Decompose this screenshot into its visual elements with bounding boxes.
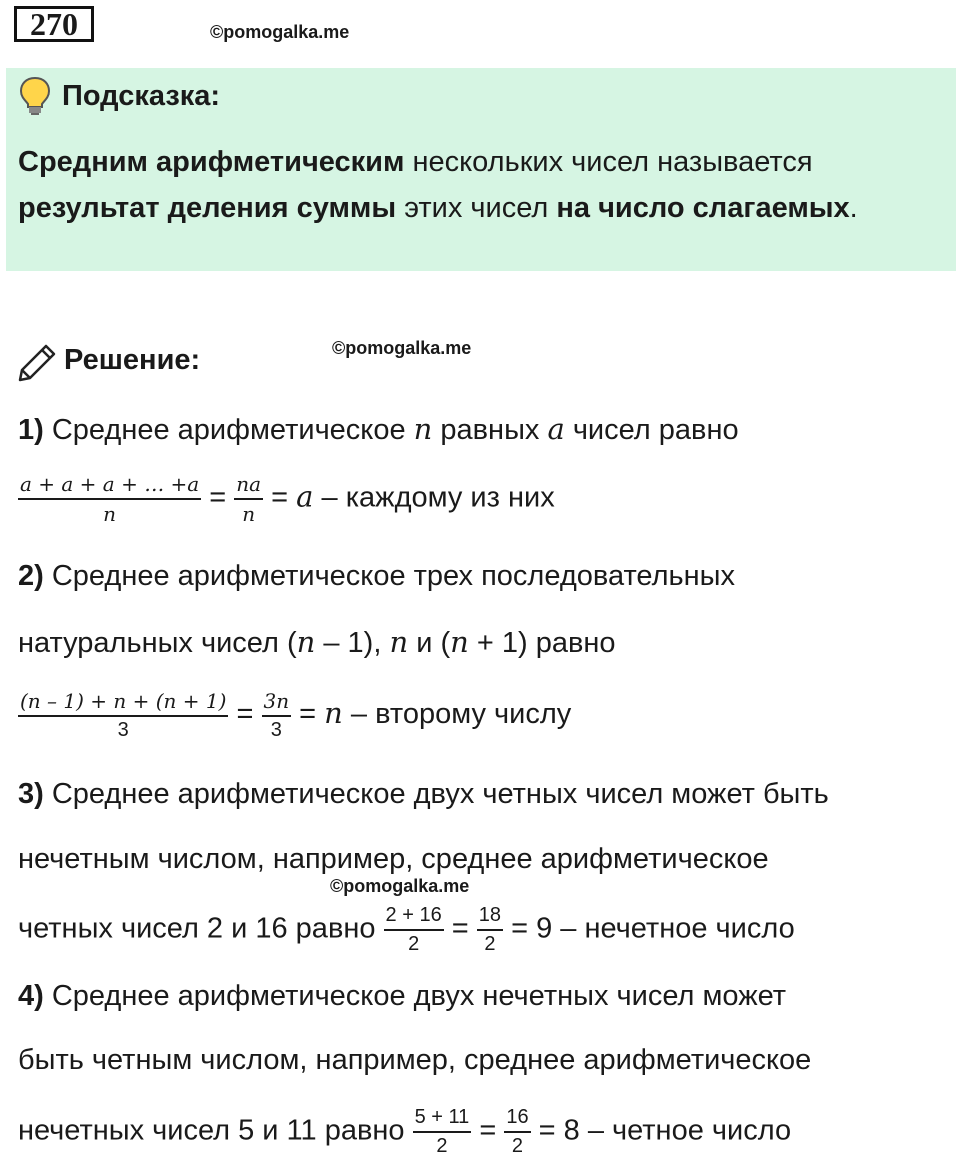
hint-text-line1: Средним арифметическим нескольких чисел называется: [18, 146, 813, 178]
item3-text-line2: нечетным числом, например, среднее арифметическое: [18, 843, 769, 875]
problem-number: 270: [14, 6, 94, 42]
item2-text-line2: натуральных чисел (n – 1), n и (n + 1) равно: [18, 625, 616, 659]
watermark-top: ©pomogalka.me: [210, 22, 350, 42]
item3-formula: четных чисел 2 и 16 равно $\frac{2 + 16}{2}$ = $\frac{18}{2}$ = 9 – нечетное число: [18, 904, 795, 955]
item1-formula: $\frac{a + a + a + \dots +a}{n}$ = $\frac{na}{n}$ = a – каждому из них: [20, 472, 555, 526]
watermark-lower: ©pomogalka.me: [330, 876, 470, 896]
watermark-middle: ©pomogalka.me: [332, 338, 472, 358]
item2-fraction-sum: $\frac{(n - 1) + n + (n + 1)}{3}$: [20, 689, 227, 741]
item4-fraction-16: $\frac{16}{2}$: [506, 1106, 529, 1157]
hint-text-line2: результат деления суммы этих чисел на число слагаемых.: [18, 192, 858, 224]
item1-fraction-sum: $\frac{a + a + a + \dots +a}{n}$: [20, 472, 200, 526]
item4-text-line2: быть четным числом, например, среднее арифметическое: [18, 1044, 812, 1076]
item2-fraction-3n: $\frac{3n}{3}$: [263, 689, 290, 741]
item3-text-line1: 3) Среднее арифметическое двух четных чисел может быть: [18, 778, 829, 810]
item4-text-line1: 4) Среднее арифметическое двух нечетных чисел может: [18, 980, 787, 1012]
solution-title: Решение:: [64, 344, 201, 376]
item2-text-line1: 2) Среднее арифметическое трех последовательных: [18, 560, 735, 592]
item2-formula: $\frac{(n - 1) + n + (n + 1)}{3}$ = $\frac{3n}{3}$ = n – второму числу: [20, 689, 572, 741]
item4-formula: нечетных чисел 5 и 11 равно $\frac{5 + 11}{2}$ = $\frac{16}{2}$ = 8 – четное число: [18, 1106, 792, 1157]
item1-fraction-na: $\frac{na}{n}$: [236, 472, 262, 526]
pencil-icon: [16, 342, 58, 384]
lightbulb-icon: [18, 76, 52, 116]
item4-fraction-sum: $\frac{5 + 11}{2}$: [414, 1106, 470, 1157]
item1-text: 1) Среднее арифметическое n равных a чисел равно: [18, 412, 739, 446]
hint-title: Подсказка:: [62, 80, 221, 112]
item3-fraction-sum: $\frac{2 + 16}{2}$: [385, 904, 442, 955]
item3-fraction-18: $\frac{18}{2}$: [478, 904, 502, 955]
